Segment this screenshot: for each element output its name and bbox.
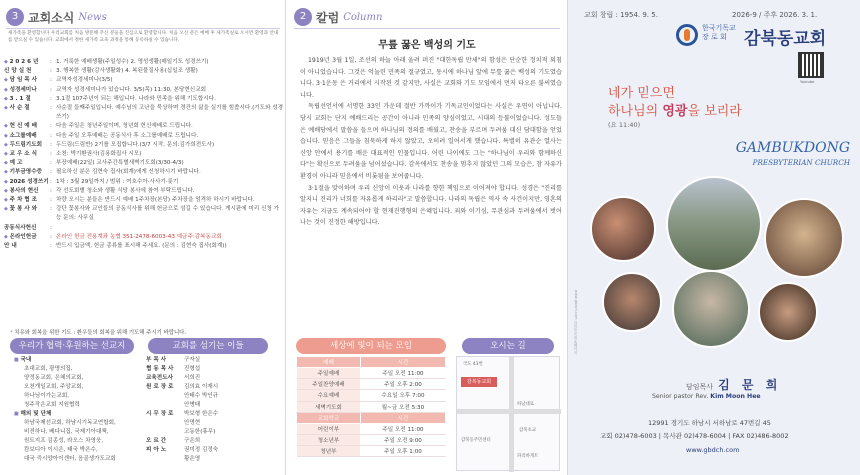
news-item-text: 소천: 박기환권사(김용화집사 시모) (56, 151, 142, 158)
cover-verse-line2 (608, 100, 742, 119)
officer-name: 권미정 김정숙 (184, 447, 219, 453)
officers-list (146, 356, 282, 464)
news-item-text: 반드시 입금액, 헌금 종류를 표시해 주세요. (문의 : 김현숙 집사(회계)) (56, 243, 227, 250)
officer-row (146, 428, 282, 437)
cover-denom-line2: 장 로 회 (702, 33, 727, 41)
cover-name-en: GAMBUKDONG (735, 140, 850, 156)
news-item-colon: : (50, 197, 52, 204)
missions-overseas-head: ■ 해외 및 단체 (14, 410, 144, 419)
officer-row (146, 392, 282, 401)
officer-row (146, 374, 282, 383)
news-item-label: ◆ 담 임 목 사 (4, 76, 50, 85)
missions-list (14, 356, 144, 464)
missions-domestic-head: ■ 국내 (14, 356, 144, 365)
schedule-name: 주일찬양예배 (297, 379, 361, 390)
news-item-label: ◆ 꽃 봉 사 와 (4, 205, 50, 223)
pastor-role: 담임목사 (686, 383, 714, 391)
schedule-row (297, 446, 446, 457)
column-body (300, 55, 562, 229)
column-heading: 무릎 꿇은 백성의 기도 (378, 40, 476, 51)
column-title (294, 8, 382, 26)
column-paragraph-3: 3·1절을 맞이하며 우리 신앙이 이웃과 나라를 향한 책임으로 이어져야 합니다. 성경은 "진리를 알지니 진리가 너희를 자유롭게 하리라"고 말씀합니다. 나라의 독립은 역사 속 사건이지만, 영혼의 자유는 지금도 계속되어야 할 현재진행형의 은혜입니다. 죄와 이기심, 무관심과 두려움에서 벗어나는 것이 진정한 해방입니다. (300, 184, 562, 227)
news-item (4, 168, 284, 177)
officer-role: 피 아 노 (146, 447, 167, 453)
news-item (4, 132, 284, 141)
cover-pastor (686, 374, 781, 393)
pastor-en-name: Kim Moon Hee (710, 393, 761, 400)
column-title-ko: 칼럼 (316, 10, 340, 25)
news-footnote: * 치유와 회복을 위한 기도 : 환우들의 회복을 위해 기도해 주시기 바랍니다. (10, 328, 186, 336)
photo-congregation-2 (764, 198, 844, 278)
column-panel (286, 0, 568, 475)
column-paragraph-2: 독립선언서에 서명한 33인 가운데 절반 가까이가 기독교인이었다는 사실은 우연이 아닙니다. 당시 교회는 단지 예배드리는 공간이 아니라 민족의 양심이었고, 시대의 등불이었습니다. 성도들은 예배당에서 말씀을 들으며 하나님의 정의를 배웠고, 찬송을 부르며 두려움 대신 담대함을 얻었습니다. 믿음은 그들을 침묵하게 하지 않았고, 오히려 일어서게 했습니다. 특별히 유관순 열사는 신앙 안에서 용기를 배운 대표적인 인물입니다. 어린 나이에도 그는 "하나님이 우리와 함께하신다"는 확신으로 두려움을 넘어섰습니다. 감옥에서도 찬송을 멈추지 않았던 그의 모습은, 참 자유가 환경이 아니라 믿음에서 비롯됨을 보여줍니다. (300, 103, 562, 180)
officers-title: 교회를 섬기는 이들 (148, 338, 268, 354)
officer-row (146, 365, 282, 374)
schedule-name: 청년부 (297, 446, 361, 457)
cover-phone: 교회 02)478-6003 | 목사관 02)478-6004 | FAX 02)486-8002 (600, 432, 789, 440)
news-title-ko: 교회소식 (28, 10, 75, 25)
news-item-colon: : (50, 187, 52, 194)
news-item-text: 부장예배(22일) 교사주간특별새벽기도회(3/30-4/3) (56, 160, 184, 167)
news-intro (8, 30, 280, 44)
news-item-label: ◆ 교 우 소 식 (4, 150, 50, 159)
officer-row (146, 455, 282, 464)
news-item (4, 141, 284, 150)
news-item-colon: : (50, 141, 52, 148)
officer-name: 안태수 박인규 (184, 393, 219, 399)
photo-congregation-4 (672, 270, 750, 348)
news-intro-text: 새가족을 환영합니다 우리교회를 처음 방문해 주신 분들을 진심으로 환영합니다. 처음 오신 분은 예배 후 새가족실로 오시면 환영과 안내를 받으실 수 있습니다. 교회에서 정한 새가족 교육 과정을 통해 등록하실 수 있습니다. (8, 31, 279, 43)
directions-title: 오시는 길 (462, 338, 554, 354)
cover-panel (568, 0, 860, 475)
news-item-text: 다음 주일은 청년주일이며, 청년회 헌신예배로 드립니다. (56, 123, 193, 130)
news-item-colon: : (50, 206, 52, 213)
officer-row (146, 356, 282, 365)
missions-overseas-1: 하남국제선교회, 하남시기독교연합회, (24, 420, 116, 426)
news-item-text (56, 224, 284, 233)
officer-row (146, 446, 282, 455)
officer-name: 김의효 이재시 (184, 384, 219, 390)
officer-name: 황은영 (184, 456, 201, 462)
officer-name: 진형섭 (184, 366, 201, 372)
news-item-colon: : (50, 178, 52, 185)
schedule-name: 주일예배 (297, 368, 361, 379)
missions-domestic-2: 양정동교회, 은혜의교회, (24, 375, 84, 381)
map-label-2: 국도 43번 (463, 362, 483, 367)
news-item-label: ◆ 온라인헌금 (4, 233, 50, 242)
news-item-colon: : (50, 86, 52, 93)
news-title (6, 8, 107, 26)
cover-address: 12991 경기도 하남시 서하남로 47번길 45 (648, 419, 771, 427)
news-item-text: 온라인 헌금 전용계좌 농협 351-2478-6003-43 예금주:감복동교회 (56, 233, 222, 240)
edu-col-time: 시간 (360, 412, 445, 423)
news-item-label: ◆ 두드림기도회 (4, 141, 50, 150)
news-item (4, 187, 284, 196)
officer-name: 고동한(휴무) (184, 429, 216, 435)
qr-note: Youtube (800, 80, 815, 84)
news-item-colon: : (50, 224, 52, 231)
news-item-text: 사순절 들째주일입니다. 예수님의 고난을 묵상하며 경건의 삶을 실기를 힘씁시다.(기도와 성경쓰기) (56, 105, 284, 121)
news-item-colon: : (50, 243, 52, 250)
officer-role (146, 401, 184, 410)
news-item-label: ◆ 예 고 (4, 159, 50, 168)
news-item (4, 86, 284, 95)
news-item (4, 242, 284, 251)
news-item (4, 224, 284, 233)
cover-church-name: 감북동교회 (744, 29, 827, 49)
news-item (4, 58, 284, 67)
missions-domestic-4: 하나님이가는교회, (24, 393, 70, 399)
missions-domestic-5: 청주작은교회 지원협력 (24, 402, 80, 408)
officer-role: 부 목 사 (146, 357, 167, 363)
directions-map (456, 356, 560, 471)
news-item (4, 150, 284, 159)
officer-row (146, 401, 282, 410)
news-item-text: 교역자성경세미나(3/5) (56, 77, 113, 84)
news-item-colon: : (50, 233, 52, 240)
schedule-time: 월~금 오전 5:30 (360, 401, 445, 412)
news-item-colon: : (50, 123, 52, 130)
officer-role: 오 르 간 (146, 438, 167, 444)
missions-overseas-4: 캄보디아 이시은, 태국 박은수, (24, 447, 98, 453)
news-item-label: ◆ 소그룹예배 (4, 132, 50, 141)
news-item-colon: : (50, 151, 52, 158)
news-item (4, 178, 284, 187)
column-rule (294, 28, 560, 29)
missions-overseas-5: 대국 즉시양아이센터, 음골생가도교회 (24, 456, 116, 462)
schedule-name: 새벽기도회 (297, 401, 361, 412)
column-number: 2 (294, 8, 312, 26)
schedule-time: 수요일 오후 7:00 (360, 390, 445, 401)
schedule-row (297, 423, 446, 434)
news-rule (6, 28, 280, 29)
worship-col-time: 시간 (360, 357, 445, 368)
news-item (4, 205, 284, 223)
cover-pastor-en (652, 393, 761, 400)
worship-body (297, 368, 446, 413)
officer-role (146, 428, 184, 437)
worship-header-row (297, 357, 446, 368)
schedule-name: 청소년부 (297, 434, 361, 445)
worship-table (296, 356, 446, 457)
cover-name-en-sub: PRESBYTERIAN CHURCH (752, 158, 850, 167)
officer-name: 박보형 한은수 (184, 411, 219, 417)
edu-header-row (297, 412, 446, 423)
officer-row (146, 383, 282, 392)
missions-title: 우리가 협력·후원하는 선교지 (10, 338, 134, 354)
news-item-label: ◆ 3 . 1 절 (4, 95, 50, 104)
news-item-text: 1. 거룩한 예배생활(주일성수) 2. 영성생활(매일기도 성경쓰기) (56, 59, 209, 65)
edu-col-name: 교회학교 (297, 412, 361, 423)
cover-website-link[interactable]: www.gbdch.com (686, 446, 740, 454)
officer-role: 시 무 장 로 (146, 411, 174, 417)
news-item-label: ◆ 2 0 2 6 년 (4, 58, 50, 67)
officer-name: 안병태 (184, 402, 201, 408)
news-number: 3 (6, 8, 24, 26)
news-item-label: ◆ 주 차 협 조 (4, 196, 50, 205)
photo-congregation-3 (602, 272, 662, 332)
schedule-row (297, 401, 446, 412)
officer-row (146, 437, 282, 446)
officer-name: 안명현 (184, 420, 201, 426)
map-road-v (509, 357, 514, 472)
missions-overseas-3: 원트지프 김종성, 라오스 차영웅, (24, 438, 104, 444)
news-item-text: 1차 : 3월 29일까지 / 범위 : 여호수아·사사기·룻기 (56, 178, 179, 185)
schedule-name: 어린이부 (297, 423, 361, 434)
officer-name: 구자실 (184, 357, 201, 363)
schedule-row (297, 434, 446, 445)
map-label-3: 감북초교 (519, 428, 536, 433)
schedule-row (297, 390, 446, 401)
church-logo-icon (676, 24, 698, 46)
schedule-name: 수요예배 (297, 390, 361, 401)
cover-vertical-note: www.gbdch.com 감북동교회 홈페이지 (574, 290, 578, 355)
news-item-label: ◆ 봉사의 현신 (4, 187, 50, 196)
news-item-label: ◆ 성경세미나 (4, 86, 50, 95)
news-item-text: 강단 꽃봉사와 교인들의 공동식사를 위해 헌금으로 섬길 수 있습니다. 게시판에 미리 신청 가능 문의: 사무실 (56, 206, 280, 222)
schedule-time: 주일 오전 9:00 (360, 434, 445, 445)
schedule-row (297, 379, 446, 390)
news-item-text: 차량 오시는 분들은 반드시 예배 1주차장(본당) 주차장을 엄격하 하시기 바랍니다. (56, 197, 255, 204)
news-item-label: ◆ 사 순 절 (4, 104, 50, 122)
schedule-row (297, 368, 446, 379)
edu-body (297, 423, 446, 457)
map-label-4: 감북동주민센터 (461, 438, 491, 443)
verse-em: 영광 (662, 104, 688, 119)
map-label-1: 하남대로 (517, 402, 534, 407)
news-item-label: 공동식사헌신 (4, 224, 37, 231)
news-item (4, 122, 284, 131)
officer-name: 구은희 (184, 438, 201, 444)
news-item-text: 3.1절 107주년이 되는 해입니다. 나라와 민족을 위해 기도합시다. (56, 95, 216, 102)
cover-verse-ref: (요 11:40) (608, 121, 641, 129)
officer-role: 교육전도사 (146, 375, 174, 381)
news-item-colon: : (50, 105, 52, 112)
news-item-label: ◆ 2026 성경쓰기 (4, 178, 50, 187)
news-item (4, 104, 284, 122)
photo-congregation-5 (758, 282, 818, 342)
officer-name: 서희진 (184, 375, 201, 381)
map-church-marker: 감복동교회 (461, 377, 497, 387)
news-item-label: 안 내 (4, 243, 17, 250)
news-title-en: News (78, 11, 107, 23)
news-item-colon: : (50, 169, 52, 176)
news-item (4, 196, 284, 205)
cover-denomination (702, 24, 736, 42)
pastor-name: 김 문 희 (718, 378, 782, 392)
news-item-colon: : (50, 59, 52, 65)
news-item-label: 신 앙 실 천 (4, 68, 32, 75)
schedule-time: 주일 오후 1:00 (360, 446, 445, 457)
news-item-text: 각 선도회별 청소와 생활 식당 봉사에 참여 부탁드립니다. (56, 187, 195, 194)
photo-congregation-1 (590, 196, 656, 262)
news-item-colon: : (50, 95, 52, 102)
qr-code-icon[interactable] (798, 52, 824, 78)
worship-col-name: 예배 (297, 357, 361, 368)
news-item-text: 두드림(드림반) 2기를 모집합니다.(3/7 시작, 문의:김가희전도사) (56, 141, 215, 148)
news-item-label: ◆ 기부금영수증 (4, 168, 50, 177)
officer-role (146, 455, 184, 464)
schedule-time: 주일 오전 11:00 (360, 423, 445, 434)
verse-pre: 하나님의 (608, 104, 663, 119)
schedule-time: 주일 오전 11:00 (360, 368, 445, 379)
news-panel (0, 0, 285, 475)
column-paragraph-1: 1919년 3월 1일, 조선의 하늘 아래 울려 퍼진 "대한독립 만세"의 함성은 단순한 정치적 외침이 아니었습니다. 그것은 억눌린 민족의 절규였고, 동시에 하나님 앞에 무릎 꿇은 백성의 기도였습니다. 3·1운동 은 거리에서 시작된 것 같지만, 사실은 교회와 기도 모임에서 먼저 타오른 불씨였습니다. (300, 57, 562, 99)
column-title-en: Column (343, 11, 383, 23)
officer-role (146, 419, 184, 428)
cover-issue: 2026-9 / 주후 2026. 3. 1. (732, 11, 818, 19)
worship-title: 세상에 빛이 되는 모임 (296, 338, 446, 354)
map-label-5: 파리바게트 (517, 454, 539, 459)
cover-denom-line1: 한국기독교 (702, 24, 736, 32)
missions-domestic-3: 오천개일교회, 주앙교회, (24, 384, 84, 390)
news-item (4, 95, 284, 104)
schedule-time: 주일 오후 2:00 (360, 379, 445, 390)
officer-role (146, 392, 184, 401)
news-item-label: ◆ 헌 신 예 배 (4, 122, 50, 131)
officer-role: 원 로 장 로 (146, 384, 174, 390)
verse-post: 을 보리라 (687, 104, 742, 119)
photo-church-building (666, 176, 762, 272)
news-item-colon: : (50, 160, 52, 167)
news-item-colon: : (50, 68, 52, 75)
news-item (4, 76, 284, 85)
missions-overseas-2: 비젼하나, 베다니집, 국제기아대책, (24, 429, 109, 435)
cover-verse-line1: 네가 믿으면 (608, 86, 675, 101)
news-item-text: 다음 주일 오후예배는 공동식사 후 소그룹예배로 드립니다. (56, 132, 199, 139)
missions-domestic-1: 초대교회, 광명의집, (24, 366, 73, 372)
news-item (4, 159, 284, 168)
news-item-text: 교역자 성경세미나가 있습니다. 3/5(목) 11:30, 본당현신교회 (56, 86, 207, 93)
news-item (4, 67, 284, 76)
officer-row (146, 410, 282, 419)
news-item-colon: : (50, 77, 52, 84)
news-list (4, 58, 284, 251)
pastor-en-pre: Senior pastor Rev. (652, 393, 711, 400)
officer-role: 협 동 목 사 (146, 366, 174, 372)
cover-founded: 교회 창립 : 1954. 9. 5. (584, 11, 658, 19)
news-item-colon: : (50, 132, 52, 139)
news-item-text: 3. 행복한 생활(감사생활화) 4. 복된물질사용(십일조 생활) (56, 68, 198, 75)
news-item-text: 필요하신 분은 김현숙 집사(회계)에게 신청하시기 바랍니다. (56, 169, 201, 176)
officer-row (146, 419, 282, 428)
news-item (4, 233, 284, 242)
